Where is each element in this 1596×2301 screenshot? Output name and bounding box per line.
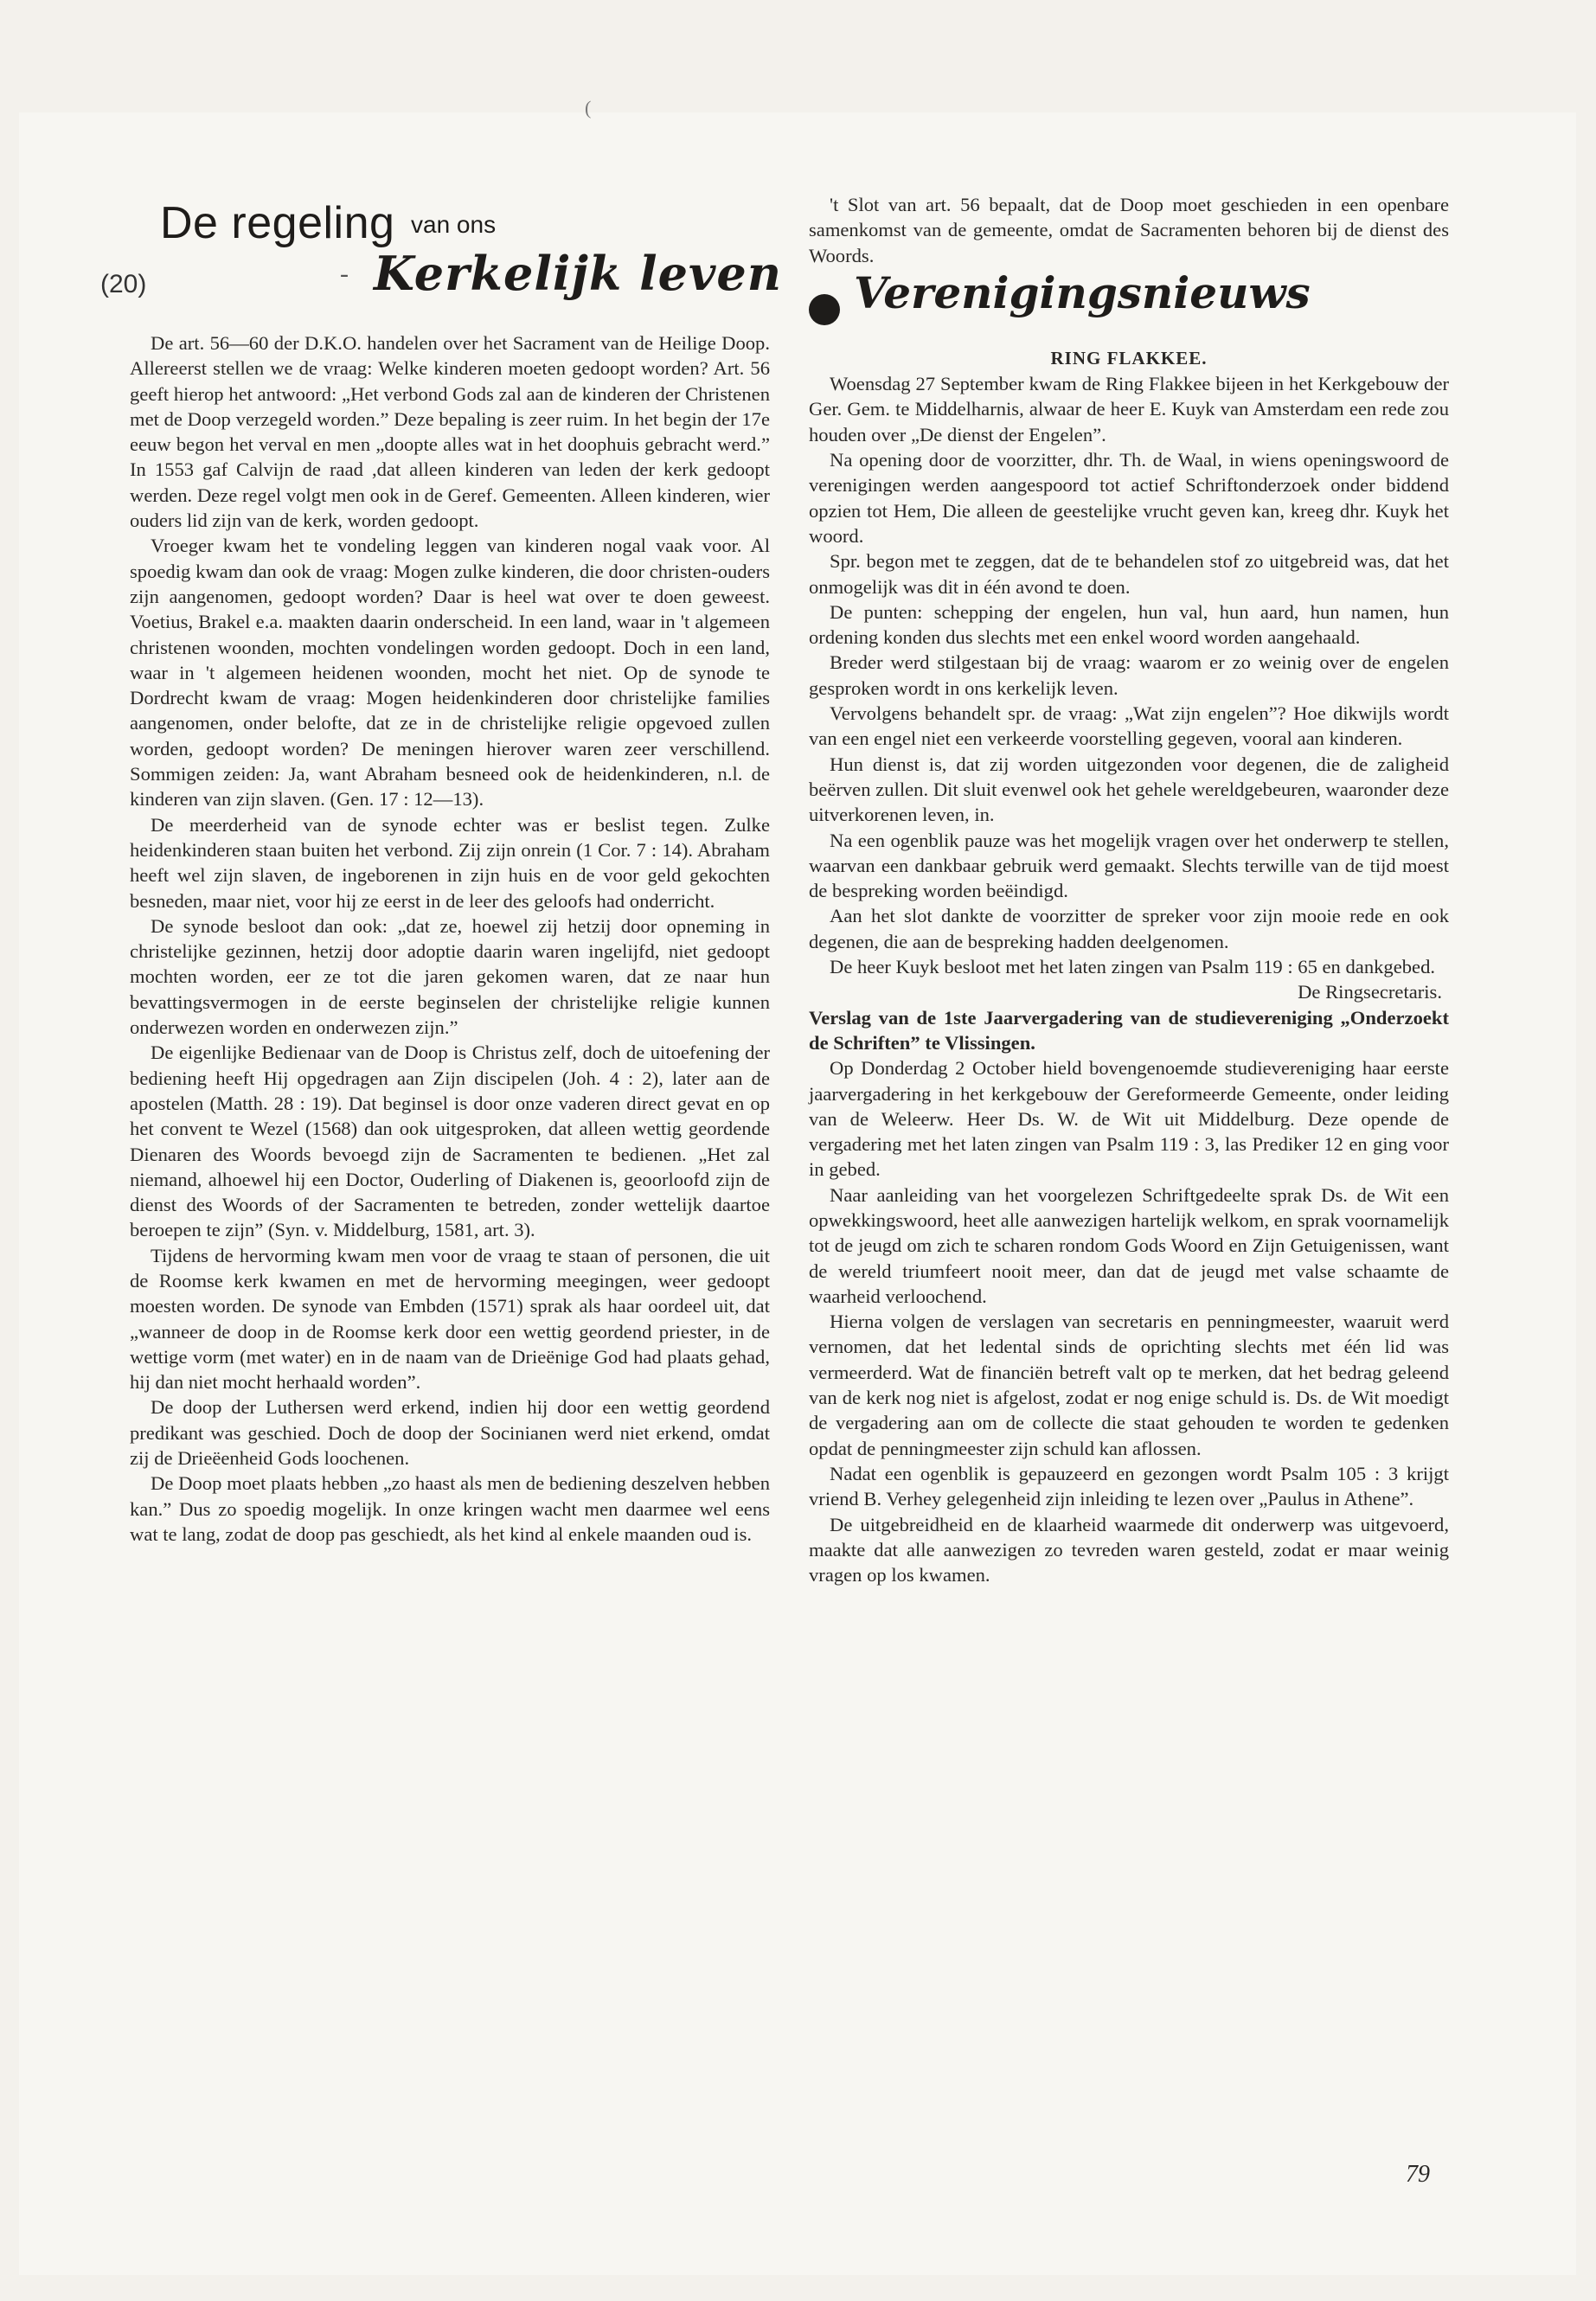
title-dash: - xyxy=(340,260,349,288)
news-paragraph: Woensdag 27 September kwam de Ring Flakkee bijeen in het Kerkgebouw der Ger. Gem. te Middelharnis, alwaar de heer E. Kuyk van Amsterdam een rede zou houden over „De dienst der Engelen”. xyxy=(809,373,1449,445)
news-paragraph: Vervolgens behandelt spr. de vraag: „Wat zijn engelen”? Hoe dikwijls wordt van een engel niet een verkeerde voorstelling gegeven, vooral aan kinderen. xyxy=(809,702,1449,750)
report-paragraph: De uitgebreidheid en de klaarheid waarmede dit onderwerp was uitgevoerd, maakte dat alle aanwezigen zo tevreden waren gesteld, zodat er maar weinig vragen op los kwamen. xyxy=(809,1513,1449,1586)
report-paragraph: Nadat een ogenblik is gepauzeerd en gezongen wordt Psalm 105 : 3 krijgt vriend B. Verhey gelegenheid zijn inleiding te lezen over „Paulus in Athene”. xyxy=(809,1462,1449,1510)
ring-heading: RING FLAKKEE. xyxy=(1050,347,1208,369)
bullet-icon xyxy=(809,294,840,325)
stray-mark: ( xyxy=(585,97,592,119)
news-paragraph: Spr. begon met te zeggen, dat de te behandelen stof zo uitgebreid was, dat het onmogelijk was dit in één avond te doen. xyxy=(809,550,1449,598)
news-paragraph: Hun dienst is, dat zij worden uitgezonden voor degenen, die de zaligheid beërven zullen. Dit sluit evenwel ook het gehele wereldgebeuren, waaronder deze uitverkorenen leven, in. xyxy=(809,753,1449,826)
article-title-main: De regeling xyxy=(160,198,395,248)
article-continuation: 't Slot van art. 56 bepaalt, dat de Doop moet geschieden in een openbare samenkomst van de gemeente, omdat de Sacramenten behoren bij de dienst des Woords. xyxy=(809,194,1449,266)
article-title-small: van ons xyxy=(411,211,497,238)
report-paragraph: Op Donderdag 2 October hield bovengenoemde studievereniging haar eerste jaarvergadering in het kerkgebouw der Gereformeerde Gemeente, onder leiding van de Weleerw. Heer Ds. W. de Wit uit Middelburg. Deze opende de vergadering met het laten zingen van Psalm 119 : 3, las Prediker 12 en ging voor in gebed. xyxy=(809,1057,1449,1181)
article-paragraph: De doop der Luthersen werd erkend, indien hij door een wettig geordend predikant was geschied. Doch de doop der Socinianen werd niet erkend, omdat zij de Drieëenheid Gods loochenen. xyxy=(130,1396,770,1470)
article-paragraph: De eigenlijke Bedienaar van de Doop is Christus zelf, doch de uitoefening der bediening heeft Hij opgedragen aan Zijn discipelen (Joh. 4 : 2), later aan de apostelen (Matth. 28 : 19). Dat beginsel is door onze vaderen direct gevat en op het convent te Wezel (1568) dan ook uitgesproken, dat alleen wettig geordende Dienaren des Woords bevoegd zijn de Sacramenten te bedienen. „Het zal niemand, alhoewel hij een Doctor, Ouderling of Diakenen is, geoorloofd zijn de dienst des Woords of der Sacramenten te betreden, zonder wettelijk daartoe beroepen te zijn” (Syn. v. Middelburg, 1581, art. 3). xyxy=(130,1042,770,1241)
report-title: Verslag van de 1ste Jaarvergadering van de studievereniging „Onderzoekt de Schriften” te Vlissingen. xyxy=(809,1006,1449,1054)
article-paragraph: De synode besloot dan ook: „dat ze, hoewel zij hetzij door opneming in christelijke gezinnen, hetzij door adoptie daarin waren ingelijfd, niet gedoopt mochten worden, eer ze tot die jaren gekomen waren, dat ze naar hun bevattingsvermogen in de eerste beginselen der christelijke religie kunnen onderwezen worden en onderwezen zijn.” xyxy=(130,914,770,1039)
news-paragraph: De punten: schepping der engelen, hun val, hun aard, hun namen, hun ordening konden dus slechts met een enkel woord worden aangehaald. xyxy=(809,600,1449,649)
section-title: Verenigingsnieuws xyxy=(854,266,1311,318)
report-paragraph: Naar aanleiding van het voorgelezen Schriftgedeelte sprak Ds. de Wit een opwekkingswoord, heet alle aanwezigen hartelijk welkom, en sprak voornamelijk tot de jeugd om zich te scharen rondom Gods Woord en Zijn Getuigenissen, want de wereld triumfeert nooit meer, dan dat de jeugd met valse schaamte de waarheid verloochend. xyxy=(809,1183,1449,1307)
news-column xyxy=(809,192,1449,1587)
report-paragraph: Hierna volgen de verslagen van secretaris en penningmeester, waaruit werd vernomen, dat het ledental sinds de oprichting slechts met één lid was vermeerderd. Wat de financiën betreft valt op te merken, dat het bedrag geleend van de kerk nog niet is afgelost, zodat er nog enige schuld is. Ds. de Wit moedigt de vergadering aan om de collecte die staat gehouden te worden te gedenken opdat de penningmeester zijn schuld kan aflossen. xyxy=(809,1311,1449,1459)
article-paragraph: Tijdens de hervorming kwam men voor de vraag te staan of personen, die uit de Roomse kerk kwamen en met de hervorming meegingen, weer gedoopt moesten worden. De synode van Embden (1571) sprak als haar oordeel uit, dat „wanneer de doop in de Roomse kerk door een wettig geordend priester, in de wettige vorm (met water) en in de naam van de Drieënige God had plaats gehad, hij dan niet mocht herhaald worden”. xyxy=(130,1244,770,1394)
article-column xyxy=(130,330,770,1547)
article-paragraph: De art. 56—60 der D.K.O. handelen over het Sacrament van de Heilige Doop. Allereerst stellen we de vraag: Welke kinderen moeten gedoopt worden? Art. 56 geeft hierop het antwoord: „Het verbond Gods zal aan de kinderen der Christenen met de Doop verzegeld worden.” Deze bepaling is zeer ruim. In het begin der 17e eeuw begon het verval en men „doopte alles wat in het doophuis gebracht werd.” In 1553 gaf Calvijn de raad ,dat alleen kinderen van leden der kerk gedoopt werden. Deze regel volgt men ook in de Geref. Gemeenten. Alleen kinderen, wier ouders lid zijn van de kerk, worden gedoopt. xyxy=(130,332,770,532)
news-paragraph: Na een ogenblik pauze was het mogelijk vragen over het onderwerp te stellen, waarvan een dankbaar gebruik werd gemaakt. Slechts terwille van de tijd moest de bespreking worden beëindigd. xyxy=(809,829,1449,902)
article-paragraph: Vroeger kwam het te vondeling leggen van kinderen nogal vaak voor. Al spoedig kwam dan ook de vraag: Mogen zulke kinderen, die door christen-ouders zijn aangenomen, gedoopt worden? Daar is heel wat over te doen geweest. Voetius, Brakel e.a. maakten daarin onderscheid. In een land, waar in 't algemeen christenen woonden, mochten vondelingen worden gedoopt. Doch in een land, waar in 't algemeen heidenen woonden, mocht het niet. Op de synode te Dordrecht kwam de vraag: Mogen heidenkinderen door christelijke families aangenomen, onder belofte, dat ze in de christelijke religie opgevoed zullen worden, gedoopt worden? De meningen hierover waren zeer verschillend. Sommigen zeiden: Ja, want Abraham besneed ook de heidenkinderen, n.l. de kinderen van zijn slaven. (Gen. 17 : 12—13). xyxy=(130,535,770,811)
news-paragraph: Aan het slot dankte de voorzitter de spreker voor zijn mooie rede en ook degenen, die aan de bespreking hadden deelgenomen. xyxy=(809,905,1449,952)
article-paragraph: De Doop moet plaats hebben „zo haast als men de bediening deszelven hebben kan.” Dus zo spoedig mogelijk. In onze kringen wacht men daarmee wel eens wat te lang, zodat de doop pas geschiedt, als het kind al enkele maanden oud is. xyxy=(130,1472,770,1545)
ring-signature: De Ringsecretaris. xyxy=(1298,981,1442,1003)
section-heading xyxy=(809,266,1449,341)
article-paragraph: De meerderheid van de synode echter was er beslist tegen. Zulke heidenkinderen staan buiten het verbond. Zij zijn onrein (1 Cor. 7 : 14). Abraham heeft wel zijn slaven, de ingeborenen in zijn huis en de voor geld gekochten besneden, maar niet, voor hij ze eerst in de leer des geloofs had onderricht. xyxy=(130,813,770,912)
article-number: (20) xyxy=(100,270,147,298)
article-title-script: Kerkelijk leven xyxy=(374,246,782,301)
news-paragraph: Na opening door de voorzitter, dhr. Th. de Waal, in wiens openingswoord de verenigingen werden aangespoord tot actief Schriftonderzoek onder biddend opzien tot Hem, Die alleen de geestelijke vrucht geven kan, kreeg dhr. Kuyk het woord. xyxy=(809,449,1449,547)
news-paragraph: De heer Kuyk besloot met het laten zingen van Psalm 119 : 65 en dankgebed. xyxy=(830,956,1436,978)
news-paragraph: Breder werd stilgestaan bij de vraag: waarom er zo weinig over de engelen gesproken wordt in ons kerkelijk leven. xyxy=(809,651,1449,699)
page-number: 79 xyxy=(1406,2161,1430,2188)
